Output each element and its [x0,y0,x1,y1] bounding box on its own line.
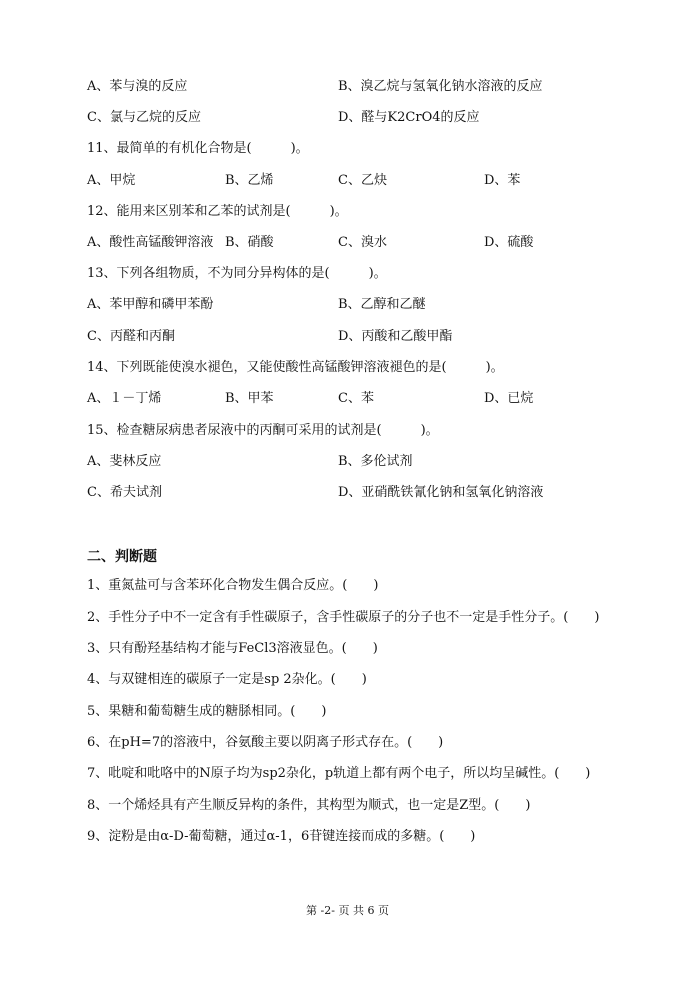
tf-item-1: 1、重氮盐可与含苯环化合物发生偶合反应。( ) [87,578,379,593]
tf-item-2: 2、手性分子中不一定含有手性碳原子，含手性碳原子的分子也不一定是手性分子。( ) [87,610,600,625]
option-d: D、硫酸 [484,235,534,250]
option-d: D、已烷 [484,391,534,406]
option-d: D、亚硝酰铁氰化钠和氢氧化钠溶液 [338,485,544,500]
tf-item-8: 8、一个烯烃具有产生顺反异构的条件，其构型为顺式，也一定是Z型。( ) [87,798,531,813]
option-b: B、乙醇和乙醚 [338,297,426,312]
option-d: D、苯 [484,173,521,188]
option-c: C、苯 [338,391,374,406]
tf-item-7: 7、吡啶和吡咯中的N原子均为sp2杂化，p轨道上都有两个电子，所以均呈碱性。( ) [87,766,591,781]
tf-item-6: 6、在pH=7的溶液中，谷氨酸主要以阴离子形式存在。( ) [87,735,444,750]
option-b: B、乙烯 [225,173,274,188]
page-footer: 第 -2- 页 共 6 页 [306,904,389,917]
section-title-true-false: 二、判断题 [87,549,157,565]
option-c: C、氯与乙烷的反应 [87,110,201,125]
tf-item-9: 9、淀粉是由α-D-葡萄糖，通过α-1，6苷键连接而成的多糖。( ) [87,829,476,844]
q15-stem: 15、检查糖尿病患者尿液中的丙酮可采用的试剂是( )。 [87,423,439,438]
option-b: B、硝酸 [225,235,274,250]
option-c: C、希夫试剂 [87,485,162,500]
option-a: A、斐林反应 [87,454,162,469]
option-a: A、苯甲醇和磷甲苯酚 [87,297,214,312]
tf-item-5: 5、果糖和葡萄糖生成的糖脎相同。( ) [87,704,327,719]
option-b: B、溴乙烷与氢氧化钠水溶液的反应 [338,79,543,94]
q14-stem: 14、下列既能使溴水褪色，又能使酸性高锰酸钾溶液褪色的是( )。 [87,360,504,375]
q11-stem: 11、最简单的有机化合物是( )。 [87,141,309,156]
option-c: C、溴水 [338,235,387,250]
option-d: D、丙酸和乙酸甲酯 [338,329,453,344]
option-b: B、甲苯 [225,391,274,406]
option-a: A、苯与溴的反应 [87,79,188,94]
option-a: A、１－丁烯 [87,391,162,406]
tf-item-3: 3、只有酚羟基结构才能与FeCl3溶液显色。( ) [87,641,378,656]
q12-stem: 12、能用来区别苯和乙苯的试剂是( )。 [87,204,348,219]
option-c: C、丙醛和丙酮 [87,329,175,344]
option-b: B、多伦试剂 [338,454,413,469]
option-d: D、醛与K2CrO4的反应 [338,110,480,125]
option-a: A、甲烷 [87,173,136,188]
tf-item-4: 4、与双键相连的碳原子一定是sp 2杂化。( ) [87,672,367,687]
option-c: C、乙炔 [338,173,387,188]
q13-stem: 13、下列各组物质，不为同分异构体的是( )。 [87,266,387,281]
option-a: A、酸性高锰酸钾溶液 [87,235,214,250]
